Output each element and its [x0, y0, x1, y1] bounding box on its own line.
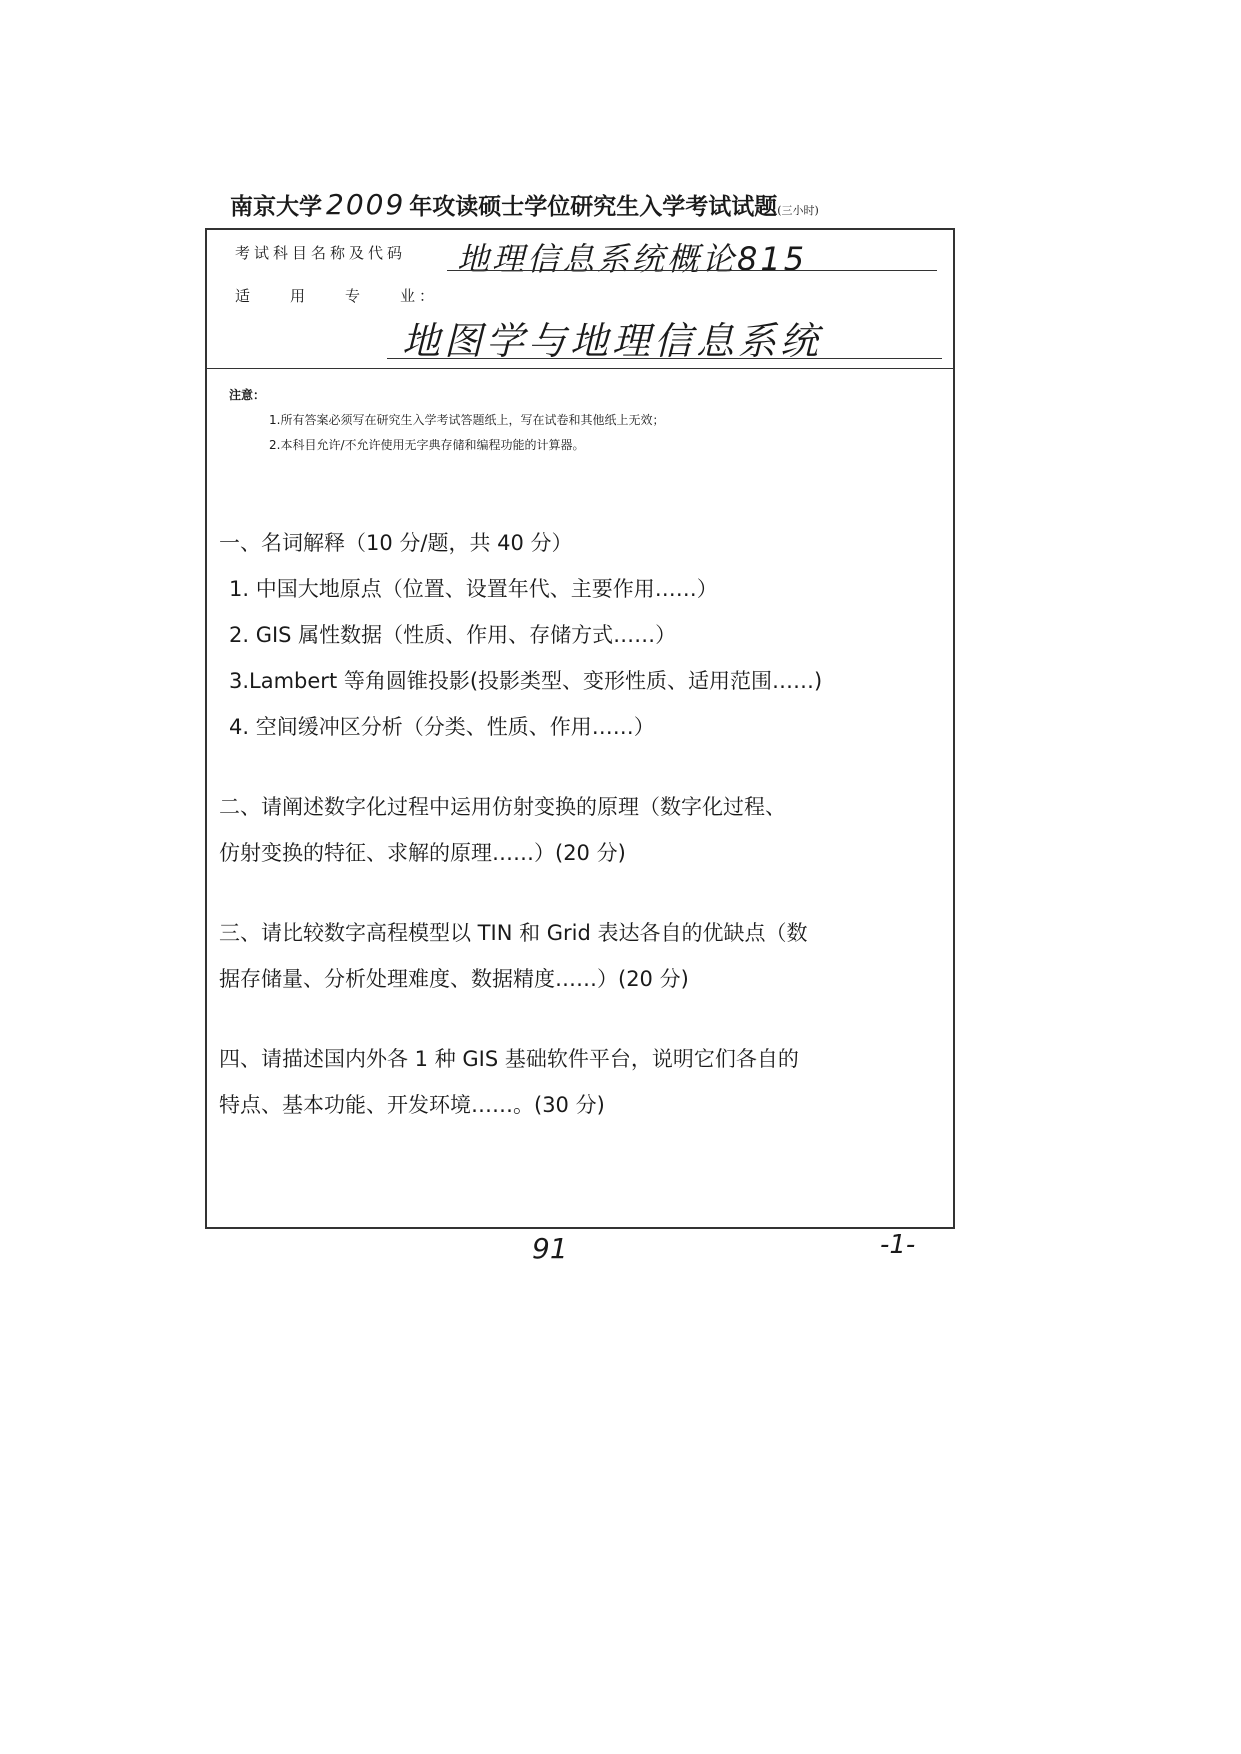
section-1 [219, 520, 939, 750]
subject-label: 考试科目名称及代码 [235, 244, 407, 262]
section-2 [219, 784, 939, 876]
university-name: 南京大学 [230, 193, 322, 220]
question-item: 2. GIS 属性数据（性质、作用、存储方式……） [229, 623, 677, 647]
major-label-char: 专 [345, 287, 365, 305]
exam-header [230, 188, 819, 221]
major-underline [387, 358, 942, 359]
section-4 [219, 1036, 939, 1128]
section-3 [219, 910, 939, 1002]
major-label [235, 285, 474, 306]
questions-content [219, 520, 939, 1128]
exam-paper-frame [205, 228, 955, 1229]
major-label-char: 业： [400, 287, 439, 305]
major-handwritten-value: 地图学与地理信息系统 [402, 319, 823, 363]
exam-title: 年攻读硕士学位研究生入学考试试题 [409, 193, 778, 220]
note-item: 2.本科目允许/不允许使用无字典存储和编程功能的计算器。 [269, 438, 585, 452]
major-label-char: 适 [235, 287, 255, 305]
section-line: 三、请比较数字高程模型以 TIN 和 Grid 表达各自的优缺点（数 [219, 921, 808, 945]
notes-block [229, 386, 664, 453]
subject-underline [447, 270, 937, 271]
notes-title: 注意： [229, 388, 266, 402]
section-heading: 一、名词解释（10 分/题，共 40 分） [219, 531, 573, 555]
header-separator [207, 368, 953, 369]
section-line: 四、请描述国内外各 1 种 GIS 基础软件平台，说明它们各自的 [219, 1047, 799, 1071]
section-line: 二、请阐述数字化过程中运用仿射变换的原理（数字化过程、 [219, 795, 786, 819]
note-item: 1.所有答案必须写在研究生入学考试答题纸上，写在试卷和其他纸上无效； [269, 413, 665, 427]
major-label-char: 用 [290, 287, 310, 305]
exam-duration: (三小时) [777, 204, 819, 217]
question-item: 3.Lambert 等角圆锥投影(投影类型、变形性质、适用范围……) [229, 669, 823, 693]
page-number: -1- [880, 1230, 916, 1260]
subject-handwritten-value: 地理信息系统概论815 [457, 240, 808, 278]
section-line: 仿射变换的特征、求解的原理……）(20 分) [219, 841, 626, 865]
question-item: 4. 空间缓冲区分析（分类、性质、作用……） [229, 715, 655, 739]
handwritten-page-code: 91 [532, 1232, 568, 1265]
question-item: 1. 中国大地原点（位置、设置年代、主要作用……） [229, 577, 718, 601]
handwritten-year: 2009 [326, 188, 406, 221]
section-line: 特点、基本功能、开发环境……。(30 分) [219, 1093, 605, 1117]
section-line: 据存储量、分析处理难度、数据精度……）(20 分) [219, 967, 689, 991]
